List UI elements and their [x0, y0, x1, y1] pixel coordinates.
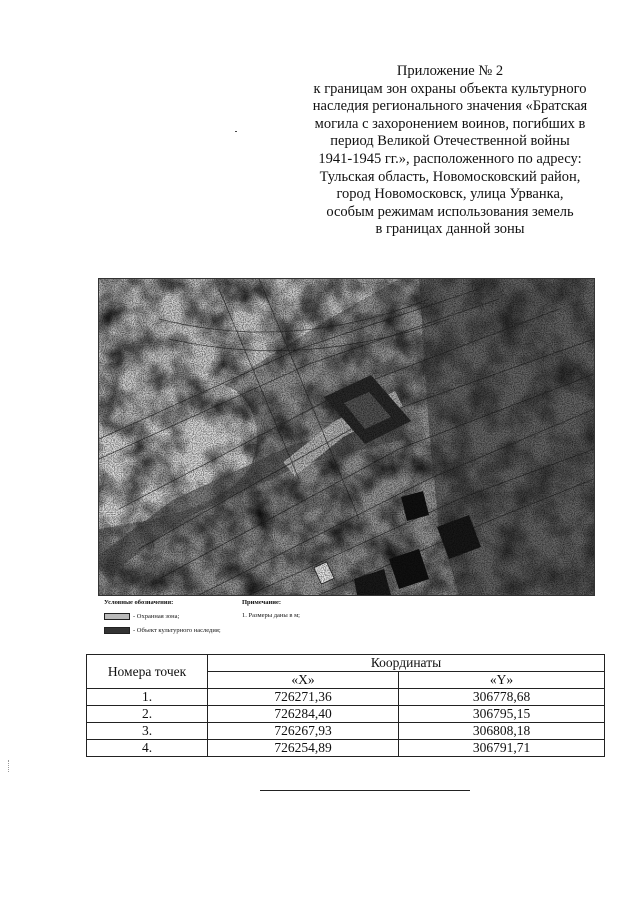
- coord-y: 306808,18: [399, 723, 605, 740]
- scan-speck: [235, 131, 237, 132]
- coordinates-table: [86, 654, 605, 757]
- heading-line: период Великой Отечественной войны: [330, 133, 570, 150]
- point-number: 1.: [87, 689, 208, 706]
- heading-line: особым режимам использования земель: [326, 203, 574, 220]
- header-points: Номера точек: [87, 655, 208, 689]
- heading-line: наследия регионального значения «Братская: [312, 98, 588, 115]
- note-title: Примечание:: [242, 599, 282, 606]
- document-heading: [290, 63, 610, 239]
- closing-rule: [260, 790, 470, 791]
- header-x: «X»: [208, 672, 399, 689]
- header-coordinates: Координаты: [208, 655, 605, 672]
- scan-margin-marks: [8, 760, 10, 772]
- site-plan-map: [98, 278, 595, 596]
- heading-line: Приложение № 2: [396, 63, 504, 79]
- heading-line: Тульская область, Новомосковский район,: [319, 168, 581, 185]
- map-legend: [104, 598, 221, 635]
- table-row: [87, 706, 605, 723]
- coord-x: 726267,93: [208, 723, 399, 740]
- legend-item-object: [104, 626, 221, 635]
- point-number: 3.: [87, 723, 208, 740]
- table-row: [87, 689, 605, 706]
- heading-line: в границах данной зоны: [375, 221, 525, 238]
- map-image: [99, 279, 594, 595]
- header-y: «Y»: [399, 672, 605, 689]
- heading-line: город Новомосковск, улица Урванка,: [336, 186, 564, 203]
- zone-swatch-icon: [104, 613, 130, 620]
- point-number: 2.: [87, 706, 208, 723]
- point-number: 4.: [87, 740, 208, 757]
- table-header-row: [87, 655, 605, 672]
- coord-x: 726254,89: [208, 740, 399, 757]
- legend-label: - Охранная зона;: [133, 613, 180, 620]
- object-swatch-icon: [104, 627, 130, 634]
- coord-x: 726284,40: [208, 706, 399, 723]
- coord-x: 726271,36: [208, 689, 399, 706]
- heading-line: могила с захоронением воинов, погибших в: [314, 115, 586, 132]
- coord-y: 306791,71: [399, 740, 605, 757]
- table-row: [87, 723, 605, 740]
- note-text: 1. Размеры даны в м;: [242, 612, 300, 619]
- heading-line: к границам зон охраны объекта культурного: [313, 80, 587, 97]
- heading-line: 1941-1945 гг.», расположенного по адресу:: [318, 150, 582, 167]
- legend-label: - Объект культурного наследия;: [133, 627, 221, 634]
- coord-y: 306778,68: [399, 689, 605, 706]
- table-row: [87, 740, 605, 757]
- legend-item-zone: [104, 612, 221, 621]
- coord-y: 306795,15: [399, 706, 605, 723]
- legend-title: Условные обозначения:: [104, 599, 174, 606]
- map-note: [242, 598, 300, 620]
